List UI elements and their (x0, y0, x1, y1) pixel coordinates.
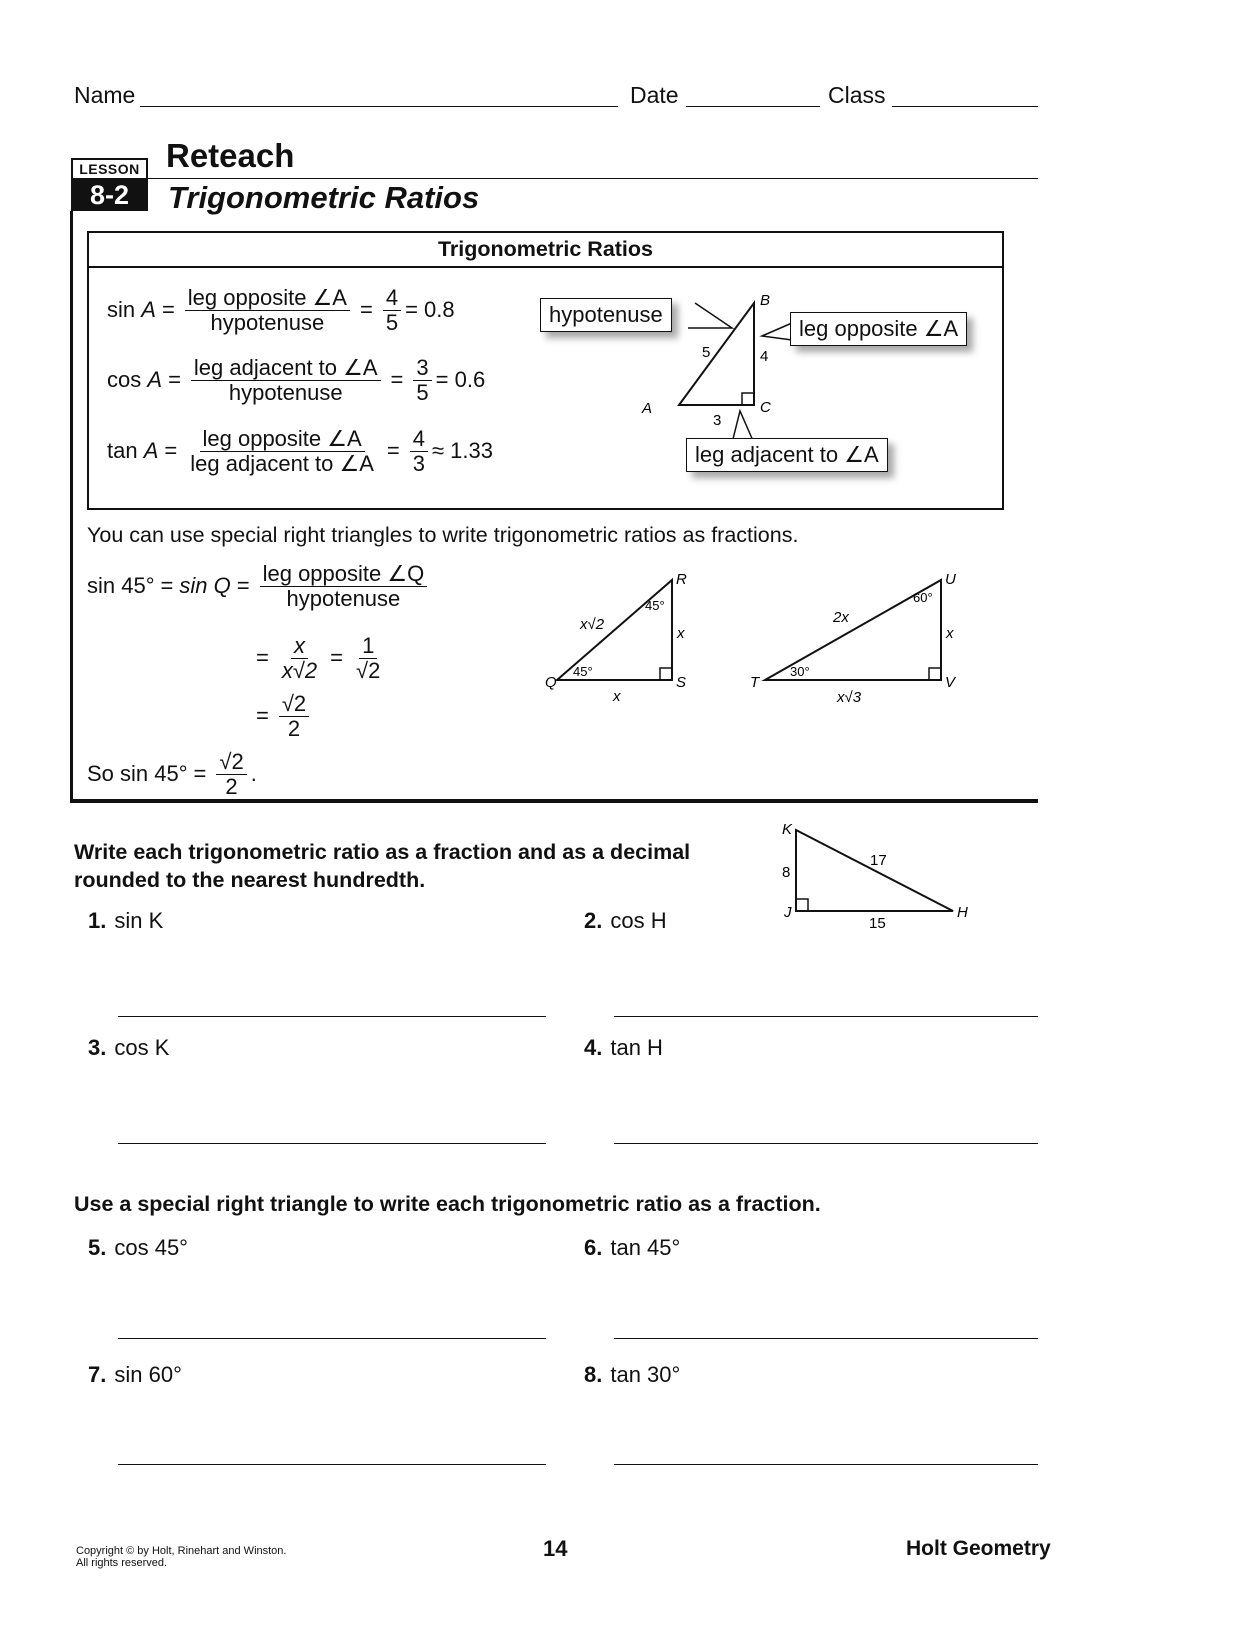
copyright (76, 1545, 286, 1569)
tan-fn: tan (107, 438, 138, 464)
side-hyp-label: 5 (702, 344, 711, 361)
side-opp-label: 4 (760, 348, 769, 365)
class-field[interactable] (892, 106, 1038, 107)
line2-num2: 1 (359, 634, 377, 659)
cos-var: A (147, 367, 163, 393)
cos-numerator: leg adjacent to ∠A (191, 356, 381, 381)
right-angle-mark-c (742, 393, 754, 405)
callout-hypotenuse: hypotenuse (540, 298, 672, 332)
side-kj-label: 8 (782, 864, 791, 881)
exercise-2-number: 2. (584, 908, 603, 933)
vertex-k-label: K (782, 821, 793, 838)
sin45-conclusion: So sin 45° = $\frac{√2}{2}$ . (87, 749, 257, 799)
sin45-line3: = $\frac{√2}{2}$ (250, 692, 313, 741)
line3-num: √2 (279, 692, 309, 717)
tan-var: A (143, 438, 159, 464)
exercise-1-text: sin K (114, 908, 164, 933)
page-number: 14 (543, 1536, 568, 1561)
answer-line-4[interactable] (614, 1143, 1038, 1144)
exercise-3 (88, 1035, 169, 1061)
vertex-u-label: U (945, 571, 956, 588)
side-uv-label: x (946, 625, 954, 642)
side-jh-label: 15 (869, 915, 886, 930)
cos-denominator: hypotenuse (228, 379, 343, 405)
lesson-badge-label: LESSON (71, 158, 148, 180)
sin45-lhs: sin 45° (87, 573, 155, 599)
conclusion-num: √2 (216, 750, 246, 775)
exercise-4-number: 4. (584, 1035, 603, 1060)
exercise-7 (88, 1362, 182, 1388)
side-rs-label: x (677, 625, 685, 642)
triangle-30-60-90 (745, 570, 975, 710)
side-qr-label: x√2 (580, 616, 605, 633)
lesson-title: Reteach (166, 137, 295, 174)
name-label: Name (74, 82, 136, 108)
name-field[interactable] (140, 106, 618, 107)
side-qs-label: x (613, 688, 621, 705)
sin-q-numerator: leg opposite ∠Q (260, 562, 428, 587)
sin-frac-num: 4 (383, 286, 401, 311)
exercise-5 (88, 1235, 188, 1261)
vertex-c-label: C (760, 399, 771, 416)
exercise-6-number: 6. (584, 1235, 603, 1260)
exercise-8-text: tan 30° (610, 1362, 681, 1387)
exercise-5-text: cos 45° (114, 1235, 188, 1260)
sin-q: sin Q (179, 573, 231, 599)
conclusion-prefix: So sin 45° (87, 761, 188, 787)
sin45-line2: = $\frac{x}{x√2}$ = $\frac{1}{√2}$ (250, 634, 387, 683)
vertex-a-label: A (642, 400, 653, 417)
answer-line-8[interactable] (614, 1464, 1038, 1465)
vertex-j-label: J (784, 904, 792, 921)
frame-bottom-rule (70, 799, 1038, 803)
line2-den1: x√2 (281, 657, 318, 683)
sin45-line1: sin 45° = sin Q = $\frac{\text{leg opposite ∠Q}}{\text{hypotenuse}}$ (87, 562, 431, 611)
class-label: Class (828, 82, 886, 108)
tan-value: ≈ 1.33 (432, 438, 494, 464)
exercise-2 (584, 908, 667, 934)
exercise-6 (584, 1235, 680, 1261)
exercise-6-text: tan 45° (610, 1235, 681, 1260)
exercise-2-text: cos H (610, 908, 667, 933)
side-adj-label: 3 (713, 412, 722, 429)
tan-numerator: leg opposite ∠A (200, 427, 365, 452)
sin-fn: sin (107, 297, 136, 323)
box-title: Trigonometric Ratios (89, 233, 1002, 268)
right-angle-mark-j (796, 899, 808, 911)
answer-line-3[interactable] (118, 1143, 546, 1144)
copyright-line-2: All rights reserved. (76, 1557, 168, 1569)
frame-left-rule (70, 211, 73, 802)
vertex-q-label: Q (545, 674, 557, 691)
sin-var: A (141, 297, 156, 323)
exercise-4-text: tan H (610, 1035, 663, 1060)
angle-r-label: 45° (645, 598, 665, 613)
tan-denominator: leg adjacent to ∠A (190, 450, 374, 476)
side-tu-label: 2x (833, 609, 849, 626)
exercise-7-number: 7. (88, 1362, 107, 1387)
exercise-4 (584, 1035, 663, 1061)
vertex-b-label: B (760, 292, 771, 309)
exercise-3-number: 3. (88, 1035, 107, 1060)
exercise-1 (88, 908, 163, 934)
sin-q-denominator: hypotenuse (286, 585, 401, 611)
lesson-badge-number: 8-2 (71, 180, 148, 211)
line2-den2: √2 (356, 657, 381, 683)
right-angle-mark-v (929, 668, 941, 680)
cos-frac-num: 3 (413, 356, 431, 381)
vertex-t-label: T (750, 674, 760, 691)
leg-opposite-pointer (762, 323, 792, 340)
answer-line-2[interactable] (614, 1016, 1038, 1017)
title-rule (148, 178, 1038, 179)
angle-u-label: 60° (913, 590, 933, 605)
answer-line-1[interactable] (118, 1016, 546, 1017)
answer-line-6[interactable] (614, 1338, 1038, 1339)
hypotenuse-pointer (688, 303, 732, 328)
instruction-1: Write each trigonometric ratio as a fraction and as a decimal rounded to the nearest hundredth. (74, 840, 691, 892)
special-intro: You can use special right triangles to write trigonometric ratios as fractions. (87, 523, 799, 547)
right-angle-mark-s (660, 668, 672, 680)
instruction-2: Use a special right triangle to write each trigonometric ratio as a fraction. (74, 1192, 821, 1216)
cos-value: = 0.6 (435, 367, 486, 393)
exercise-8-number: 8. (584, 1362, 603, 1387)
angle-t-label: 30° (790, 664, 810, 679)
triangle-45-45-90 (545, 570, 705, 710)
cos-frac-den: 5 (416, 379, 429, 405)
conclusion-den: 2 (225, 773, 238, 799)
tan-frac-num: 4 (410, 427, 428, 452)
exercise-5-number: 5. (88, 1235, 107, 1260)
copyright-line-1: Copyright © by Holt, Rinehart and Winston. (76, 1545, 287, 1557)
exercise-3-text: cos K (114, 1035, 170, 1060)
vertex-r-label: R (676, 571, 687, 588)
callout-leg-opposite: leg opposite ∠A (790, 312, 967, 346)
date-label: Date (630, 82, 679, 108)
line2-num1: x (291, 634, 308, 659)
book-title: Holt Geometry (906, 1537, 1051, 1560)
exercise-1-number: 1. (88, 908, 107, 933)
vertex-s-label: S (676, 674, 687, 691)
sin-denominator: hypotenuse (210, 309, 325, 335)
sin-value: = 0.8 (405, 297, 455, 323)
cos-fn: cos (107, 367, 142, 393)
sin-numerator: leg opposite ∠A (185, 286, 350, 311)
vertex-h-label: H (957, 904, 968, 921)
exercise-8 (584, 1362, 680, 1388)
sin-formula: sin A = $\frac{\text{leg opposite ∠A}}{\text{hypotenuse}}$ = $\frac{4}{5}$ = 0.8 (107, 285, 455, 335)
exercise-7-text: sin 60° (114, 1362, 182, 1387)
angle-q-label: 45° (573, 664, 593, 679)
lesson-subtitle: Trigonometric Ratios (168, 180, 480, 215)
side-kh-label: 17 (870, 852, 887, 869)
date-field[interactable] (686, 106, 820, 107)
triangle-jkh-shape (796, 830, 953, 911)
callout-leg-adjacent: leg adjacent to ∠A (686, 438, 888, 472)
tan-frac-den: 3 (412, 450, 425, 476)
answer-line-5[interactable] (118, 1338, 546, 1339)
side-tv-label: x√3 (837, 689, 862, 706)
triangle-jkh (770, 820, 980, 930)
sin-frac-den: 5 (385, 309, 399, 335)
cos-formula: cos A = $\frac{\text{leg adjacent to ∠A}}{\text{hypotenuse}}$ = $\frac{3}{5}$ = 0.6 (107, 355, 486, 405)
vertex-v-label: V (945, 674, 956, 691)
answer-line-7[interactable] (118, 1464, 546, 1465)
line3-den: 2 (287, 715, 301, 741)
tan-formula: tan A = $\frac{\text{leg opposite ∠A}}{\text{leg adjacent to ∠A}}$ = $\frac{4}{3}$ ≈ 1.33 (107, 426, 494, 476)
